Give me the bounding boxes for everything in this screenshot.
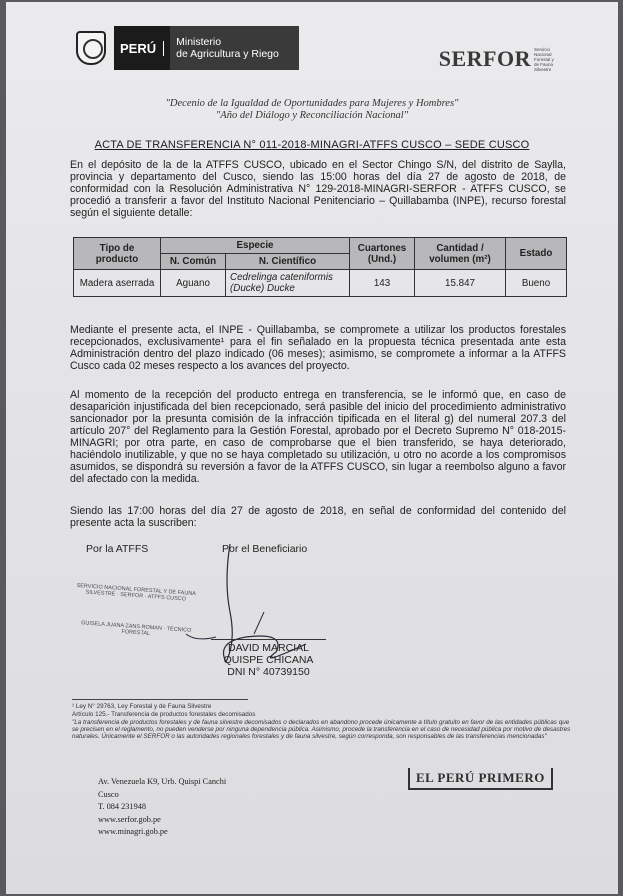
peru-ministry-logo	[76, 26, 299, 70]
cell-comun: Aguano	[161, 270, 226, 297]
document-title: ACTA DE TRANSFERENCIA N° 011-2018-MINAGRI-ATFFS CUSCO – SEDE CUSCO	[94, 139, 530, 151]
slogan-logo: EL PERÚ PRIMERO	[408, 768, 553, 790]
cell-tipo: Madera aserrada	[74, 270, 161, 297]
cell-cuartones: 143	[350, 270, 415, 297]
cell-estado: Bueno	[506, 270, 567, 297]
paragraph-closing: Siendo las 17:00 horas del día 27 de agosto de 2018, en señal de conformidad del contenido del presente acta la suscriben:	[70, 505, 566, 529]
motto-line1: "Decenio de la Igualdad de Oportunidades para Mujeres y Hombres"	[165, 98, 459, 109]
signer-block	[211, 642, 326, 678]
product-table	[73, 237, 567, 297]
paragraph-commitment: Mediante el presente acta, el INPE - Quillabamba, se compromete a utilizar los productos forestales recepcionados, exclusivamente¹ para el fin señalado en la propuesta técnica presentada ante esta Administración dentro del plazo indicado (06 meses); asimismo, se compromete a informar a la ATFFS Cusco cada 02 meses respecto a los avances del proyecto.	[70, 324, 566, 372]
address-block	[98, 776, 226, 839]
serfor-logo	[439, 46, 556, 72]
address-line5: www.minagri.gob.pe	[98, 827, 168, 837]
document-page	[6, 2, 618, 894]
address-line4: www.serfor.gob.pe	[98, 814, 161, 824]
cell-cantidad: 15.847	[415, 270, 506, 297]
th-especie: Especie	[161, 238, 350, 254]
ministry-line2: de Agricultura y Riego	[176, 48, 279, 60]
stamp-name: GUISELA JUANA ZANS ROMAN · TÉCNICO FORESTAL	[80, 620, 192, 637]
th-comun: N. Común	[161, 254, 226, 270]
table-row	[74, 270, 567, 297]
address-line2: Cusco	[98, 789, 119, 799]
th-estado: Estado	[506, 238, 567, 270]
motto-line2: "Año del Diálogo y Reconciliación Nacional"	[215, 110, 409, 121]
coat-of-arms-icon	[76, 31, 106, 65]
country-name: PERÚ	[120, 41, 164, 56]
footnote-ref: ¹ Ley N° 29763, Ley Forestal y de Fauna Silvestre	[72, 703, 212, 710]
footnote-body: "La transferencia de productos forestales y de fauna silvestre decomisados o declarados en abandono procede únicamente a título gratuito en favor de las entidades públicas que se precisen en el reglamento, no pueden venderse por ninguna dependencia pública. Asimismo, procede la transferencia en el caso de necesidad pública por motivo de desastres naturales. Únicamente el SERFOR o las autoridades regionales forestales y de fauna silvestre, según corresponda, son responsables de las transferencias mencionadas"	[72, 719, 571, 741]
footnote-article: Artículo 125.- Transferencia de productos forestales decomisados	[72, 711, 256, 718]
paragraph-intro: En el depósito de la de la ATFFS CUSCO, ubicado en el Sector Chingo S/N, del distrito de Saylla, provincia y departamento del Cusco, siendo las 15:00 horas del día 27 de agosto de 2018, de conformidad con la Resolución Administrativa N° 129-2018-MINAGRI-SERFOR - ATFFS CUSCO, se procedió a transferir a favor del Instituto Nacional Penitenciario – Quillabamba (INPE), recurso forestal según el siguiente detalle:	[70, 159, 566, 219]
signature-label-atffs: Por la ATFFS	[86, 543, 149, 555]
signer-dni: DNI N° 40739150	[227, 666, 310, 678]
signer-name2: QUISPE CHICANA	[223, 654, 314, 666]
letterhead	[76, 26, 556, 74]
signer-name1: DAVID MARCIAL	[228, 642, 309, 654]
agency-subtitle: Servicio Nacional Forestal y de Fauna Silvestre	[534, 46, 554, 72]
signature-label-beneficiary: Por el Beneficiario	[222, 543, 308, 555]
th-cuartones: Cuartones (Und.)	[350, 238, 415, 270]
th-cientifico: N. Científico	[226, 254, 350, 270]
agency-name: SERFOR	[438, 46, 531, 71]
cell-cientifico: Cedrelinga cateniformis (Ducke) Ducke	[226, 270, 350, 297]
th-cantidad: Cantidad / volumen (m²)	[415, 238, 506, 270]
institutional-stamp: SERVICIO NACIONAL FORESTAL Y DE FAUNA SILVESTRE · SERFOR · ATFFS CUSCO	[76, 582, 197, 603]
address-line3: T. 084 231948	[98, 802, 147, 812]
paragraph-sanctions: Al momento de la recepción del producto entrega en transferencia, se le informó que, en caso de desaparición injustificada del bien recepcionado, será pasible del inicio del procedimiento administrativo sancionador por la presunta comisión de la infracción tipificada en el literal g) del numeral 207.3 del artículo 207° del Reglamento para la Gestión Forestal, aprobado por el Decreto Supremo N° 018-2015-MINAGRI; por otra parte, en caso de comprobarse que el bien transferido, se haya deteriorado, haciéndolo inutilizable, y que no se haya completado su utilización, u otro no acorde a los compromisos asumidos, se dispondrá su reversión a favor de la ATFFS CUSCO, sin lugar a reembolso alguno a favor del afectado con la medida.	[70, 389, 566, 485]
th-tipo: Tipo de producto	[74, 238, 161, 270]
ministry-line1: Ministerio	[176, 36, 222, 48]
peru-box	[114, 26, 176, 70]
ministry-box	[170, 26, 299, 70]
address-line1: Av. Venezuela K9, Urb. Quispi Canchi	[98, 777, 227, 786]
signature-line	[211, 639, 326, 640]
footnote-divider	[72, 699, 248, 700]
